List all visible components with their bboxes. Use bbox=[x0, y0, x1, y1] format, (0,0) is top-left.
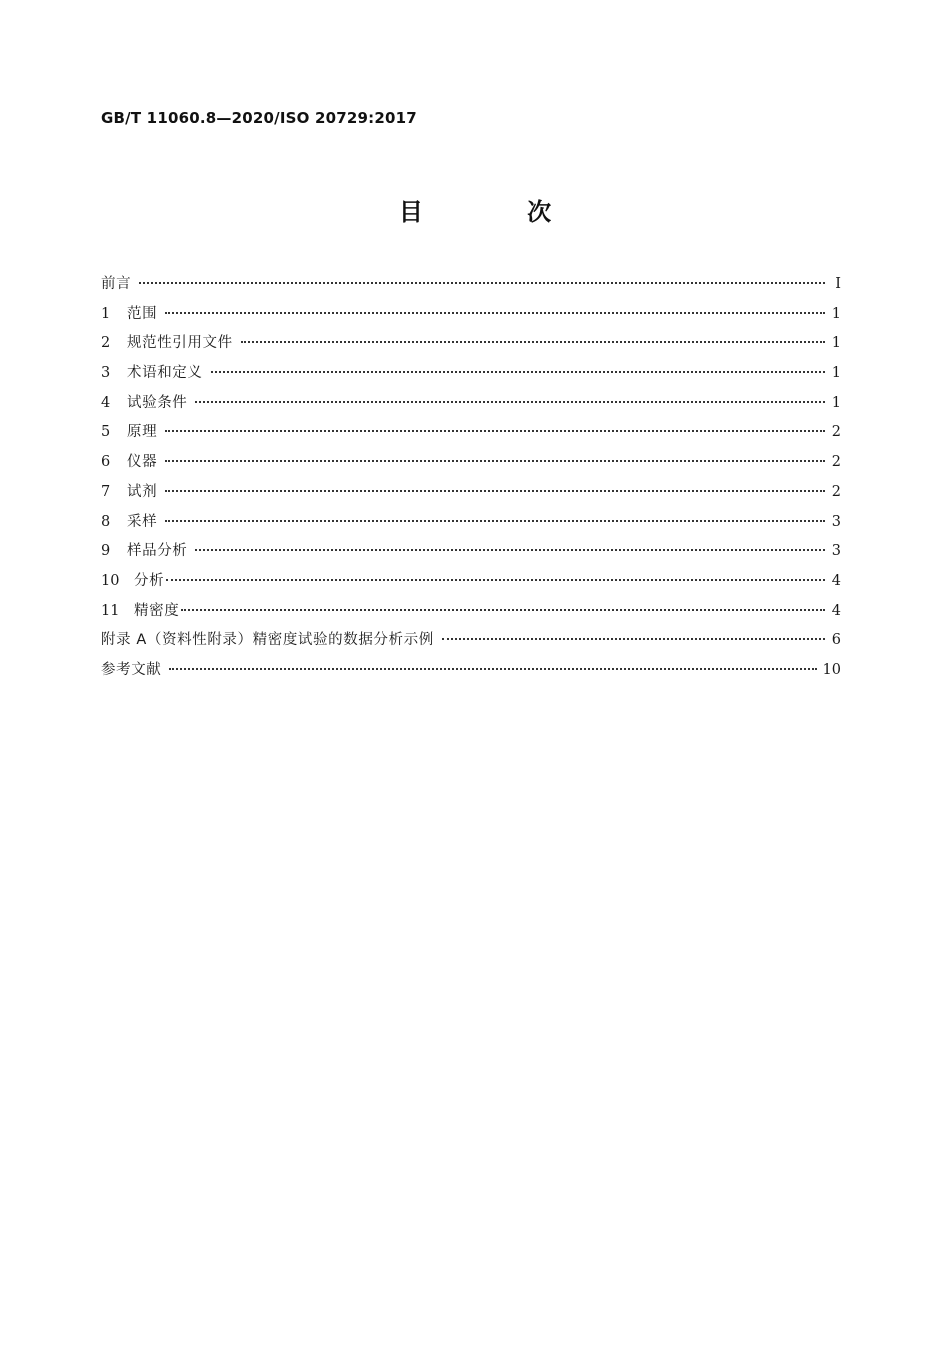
toc-label: 精密度 bbox=[134, 602, 180, 619]
toc-label: 试剂 bbox=[127, 483, 158, 500]
toc-section-number: 1 bbox=[101, 305, 111, 322]
toc-label: 术语和定义 bbox=[127, 365, 203, 382]
toc-leader bbox=[165, 312, 825, 314]
toc-section-number: 9 bbox=[101, 543, 111, 560]
toc-section-number: 8 bbox=[101, 513, 111, 530]
toc-entry-normative-references[interactable] bbox=[101, 331, 841, 361]
toc-leader bbox=[165, 430, 825, 432]
toc-label: 采样 bbox=[127, 513, 158, 530]
toc-page-number: 2 bbox=[831, 454, 841, 471]
toc-leader bbox=[165, 490, 825, 492]
toc-section-number: 4 bbox=[101, 394, 111, 411]
toc-label: 样品分析 bbox=[127, 543, 188, 560]
toc-title: 目 次 bbox=[398, 198, 600, 226]
standard-code: GB/T 11060.8—2020/ISO 20729:2017 bbox=[101, 109, 417, 127]
toc-leader bbox=[442, 638, 825, 640]
table-of-contents bbox=[101, 272, 841, 688]
toc-entry-apparatus[interactable] bbox=[101, 450, 841, 480]
toc-section-number: 7 bbox=[101, 483, 111, 500]
toc-section-number: 5 bbox=[101, 424, 111, 441]
toc-label: 范围 bbox=[127, 305, 158, 322]
toc-entry-principle[interactable] bbox=[101, 420, 841, 450]
toc-section-number: 3 bbox=[101, 365, 111, 382]
toc-page-number: 1 bbox=[831, 365, 841, 382]
toc-leader bbox=[181, 609, 825, 611]
toc-section-number: 10 bbox=[101, 572, 120, 589]
toc-label: 原理 bbox=[127, 424, 158, 441]
toc-page-number: 3 bbox=[831, 543, 841, 560]
toc-label: 参考文献 bbox=[101, 661, 162, 678]
toc-label: 附录 A（资料性附录）精密度试验的数据分析示例 bbox=[101, 632, 434, 649]
toc-section-number: 11 bbox=[101, 602, 120, 619]
toc-entry-sampling[interactable] bbox=[101, 510, 841, 540]
toc-label: 前言 bbox=[101, 276, 132, 292]
toc-label: 规范性引用文件 bbox=[127, 335, 233, 352]
toc-page-number: 2 bbox=[831, 483, 841, 500]
toc-page-number: 1 bbox=[831, 305, 841, 322]
toc-page-number: 4 bbox=[831, 602, 841, 619]
toc-leader bbox=[165, 460, 825, 462]
toc-leader bbox=[169, 668, 816, 670]
toc-entry-scope[interactable] bbox=[101, 302, 841, 332]
toc-leader bbox=[139, 282, 825, 284]
toc-page-number: 1 bbox=[831, 394, 841, 411]
toc-section-number: 2 bbox=[101, 335, 111, 352]
toc-entry-bibliography[interactable] bbox=[101, 658, 841, 688]
toc-entry-annex-a[interactable] bbox=[101, 628, 841, 658]
toc-leader bbox=[165, 520, 825, 522]
toc-entry-precision[interactable] bbox=[101, 599, 841, 629]
toc-leader bbox=[241, 341, 825, 343]
toc-entry-analysis[interactable] bbox=[101, 569, 841, 599]
toc-entry-terms[interactable] bbox=[101, 361, 841, 391]
toc-leader bbox=[195, 549, 825, 551]
toc-leader bbox=[195, 401, 825, 403]
toc-page-number: 4 bbox=[831, 572, 841, 589]
toc-page-number: 2 bbox=[831, 424, 841, 441]
toc-entry-reagents[interactable] bbox=[101, 480, 841, 510]
toc-page-number: 1 bbox=[831, 335, 841, 352]
toc-leader bbox=[166, 579, 825, 581]
toc-section-number: 6 bbox=[101, 454, 111, 471]
toc-leader bbox=[211, 371, 826, 373]
toc-page-number: Ⅰ bbox=[835, 276, 841, 292]
toc-label: 分析 bbox=[134, 572, 165, 589]
toc-entry-foreword[interactable] bbox=[101, 272, 841, 302]
toc-entry-test-conditions[interactable] bbox=[101, 391, 841, 421]
toc-page-number: 6 bbox=[831, 632, 841, 649]
toc-page-number: 3 bbox=[831, 513, 841, 530]
toc-page-number: 10 bbox=[822, 661, 841, 678]
toc-label: 仪器 bbox=[127, 454, 158, 471]
toc-entry-sample-analysis[interactable] bbox=[101, 539, 841, 569]
toc-label: 试验条件 bbox=[127, 394, 188, 411]
